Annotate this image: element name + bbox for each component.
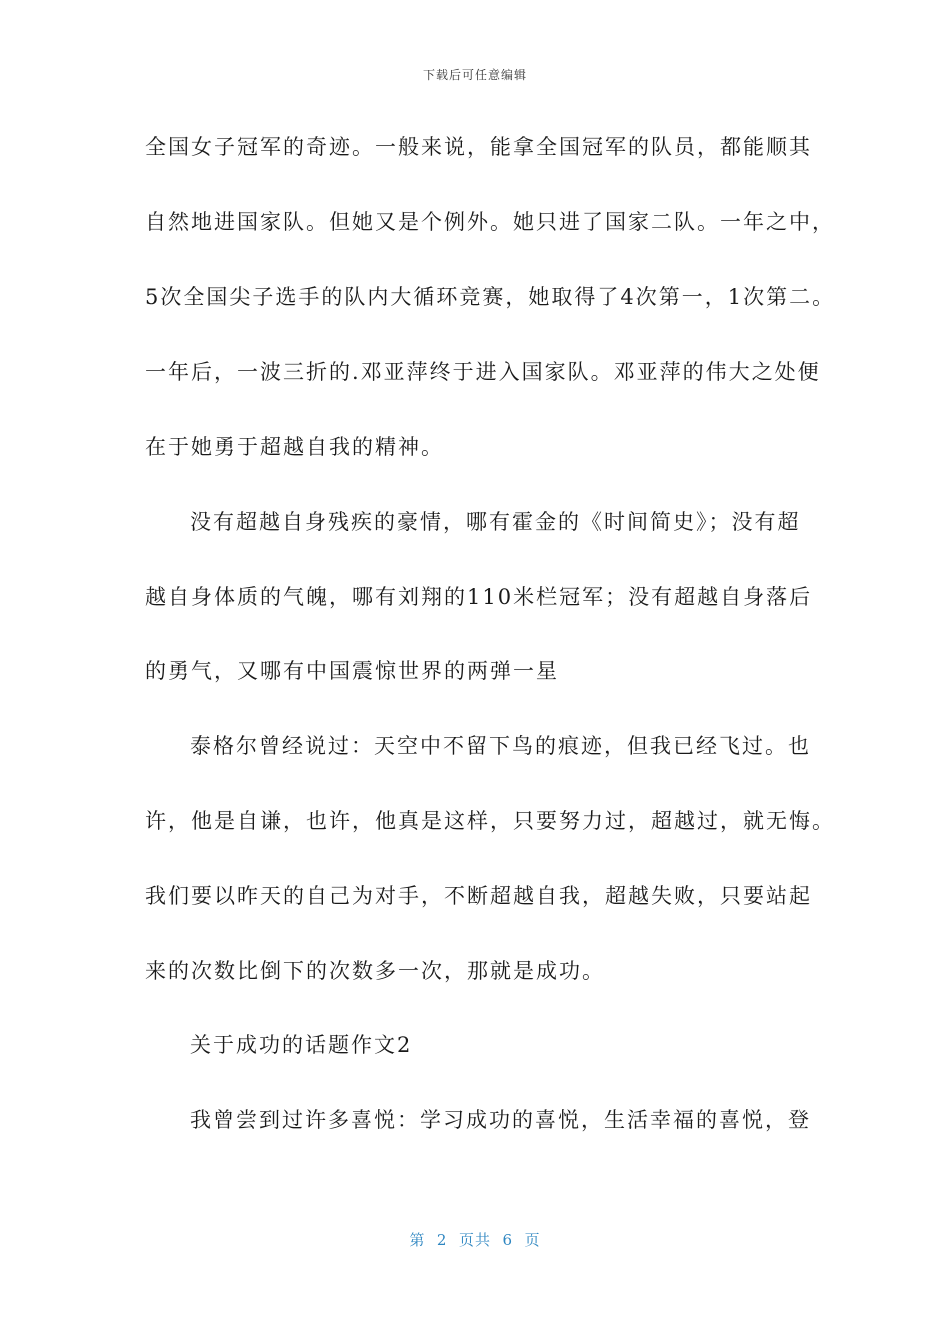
body-line: 5次全国尖子选手的队内大循环竞赛，她取得了4次第一，1次第二。	[145, 285, 836, 309]
body-line: 来的次数比倒下的次数多一次，那就是成功。	[145, 959, 605, 983]
section-heading: 关于成功的话题作文2	[190, 1033, 413, 1057]
body-line: 我曾尝到过许多喜悦：学习成功的喜悦，生活幸福的喜悦，登	[190, 1108, 811, 1132]
body-line: 全国女子冠军的奇迹。一般来说，能拿全国冠军的队员，都能顺其	[145, 135, 812, 159]
body-line: 我们要以昨天的自己为对手，不断超越自我，超越失败，只要站起	[145, 884, 812, 908]
body-line: 许，他是自谦，也许，他真是这样，只要努力过，超越过，就无悔。	[145, 809, 835, 833]
page-number-footer: 第 2 页共 6 页	[409, 1231, 541, 1249]
body-line: 一年后，一波三折的.邓亚萍终于进入国家队。邓亚萍的伟大之处便	[145, 360, 821, 384]
body-line: 泰格尔曾经说过：天空中不留下鸟的痕迹，但我已经飞过。也	[190, 734, 811, 758]
body-line: 没有超越自身残疾的豪情，哪有霍金的《时间简史》；没有超	[190, 510, 801, 534]
body-line: 的勇气，又哪有中国震惊世界的两弹一星	[145, 659, 559, 683]
body-line: 自然地进国家队。但她又是个例外。她只进了国家二队。一年之中，	[145, 210, 835, 234]
body-line: 越自身体质的气魄，哪有刘翔的110米栏冠军；没有超越自身落后	[145, 585, 813, 609]
page-header: 下载后可任意编辑	[422, 68, 527, 82]
body-line: 在于她勇于超越自我的精神。	[145, 435, 444, 459]
